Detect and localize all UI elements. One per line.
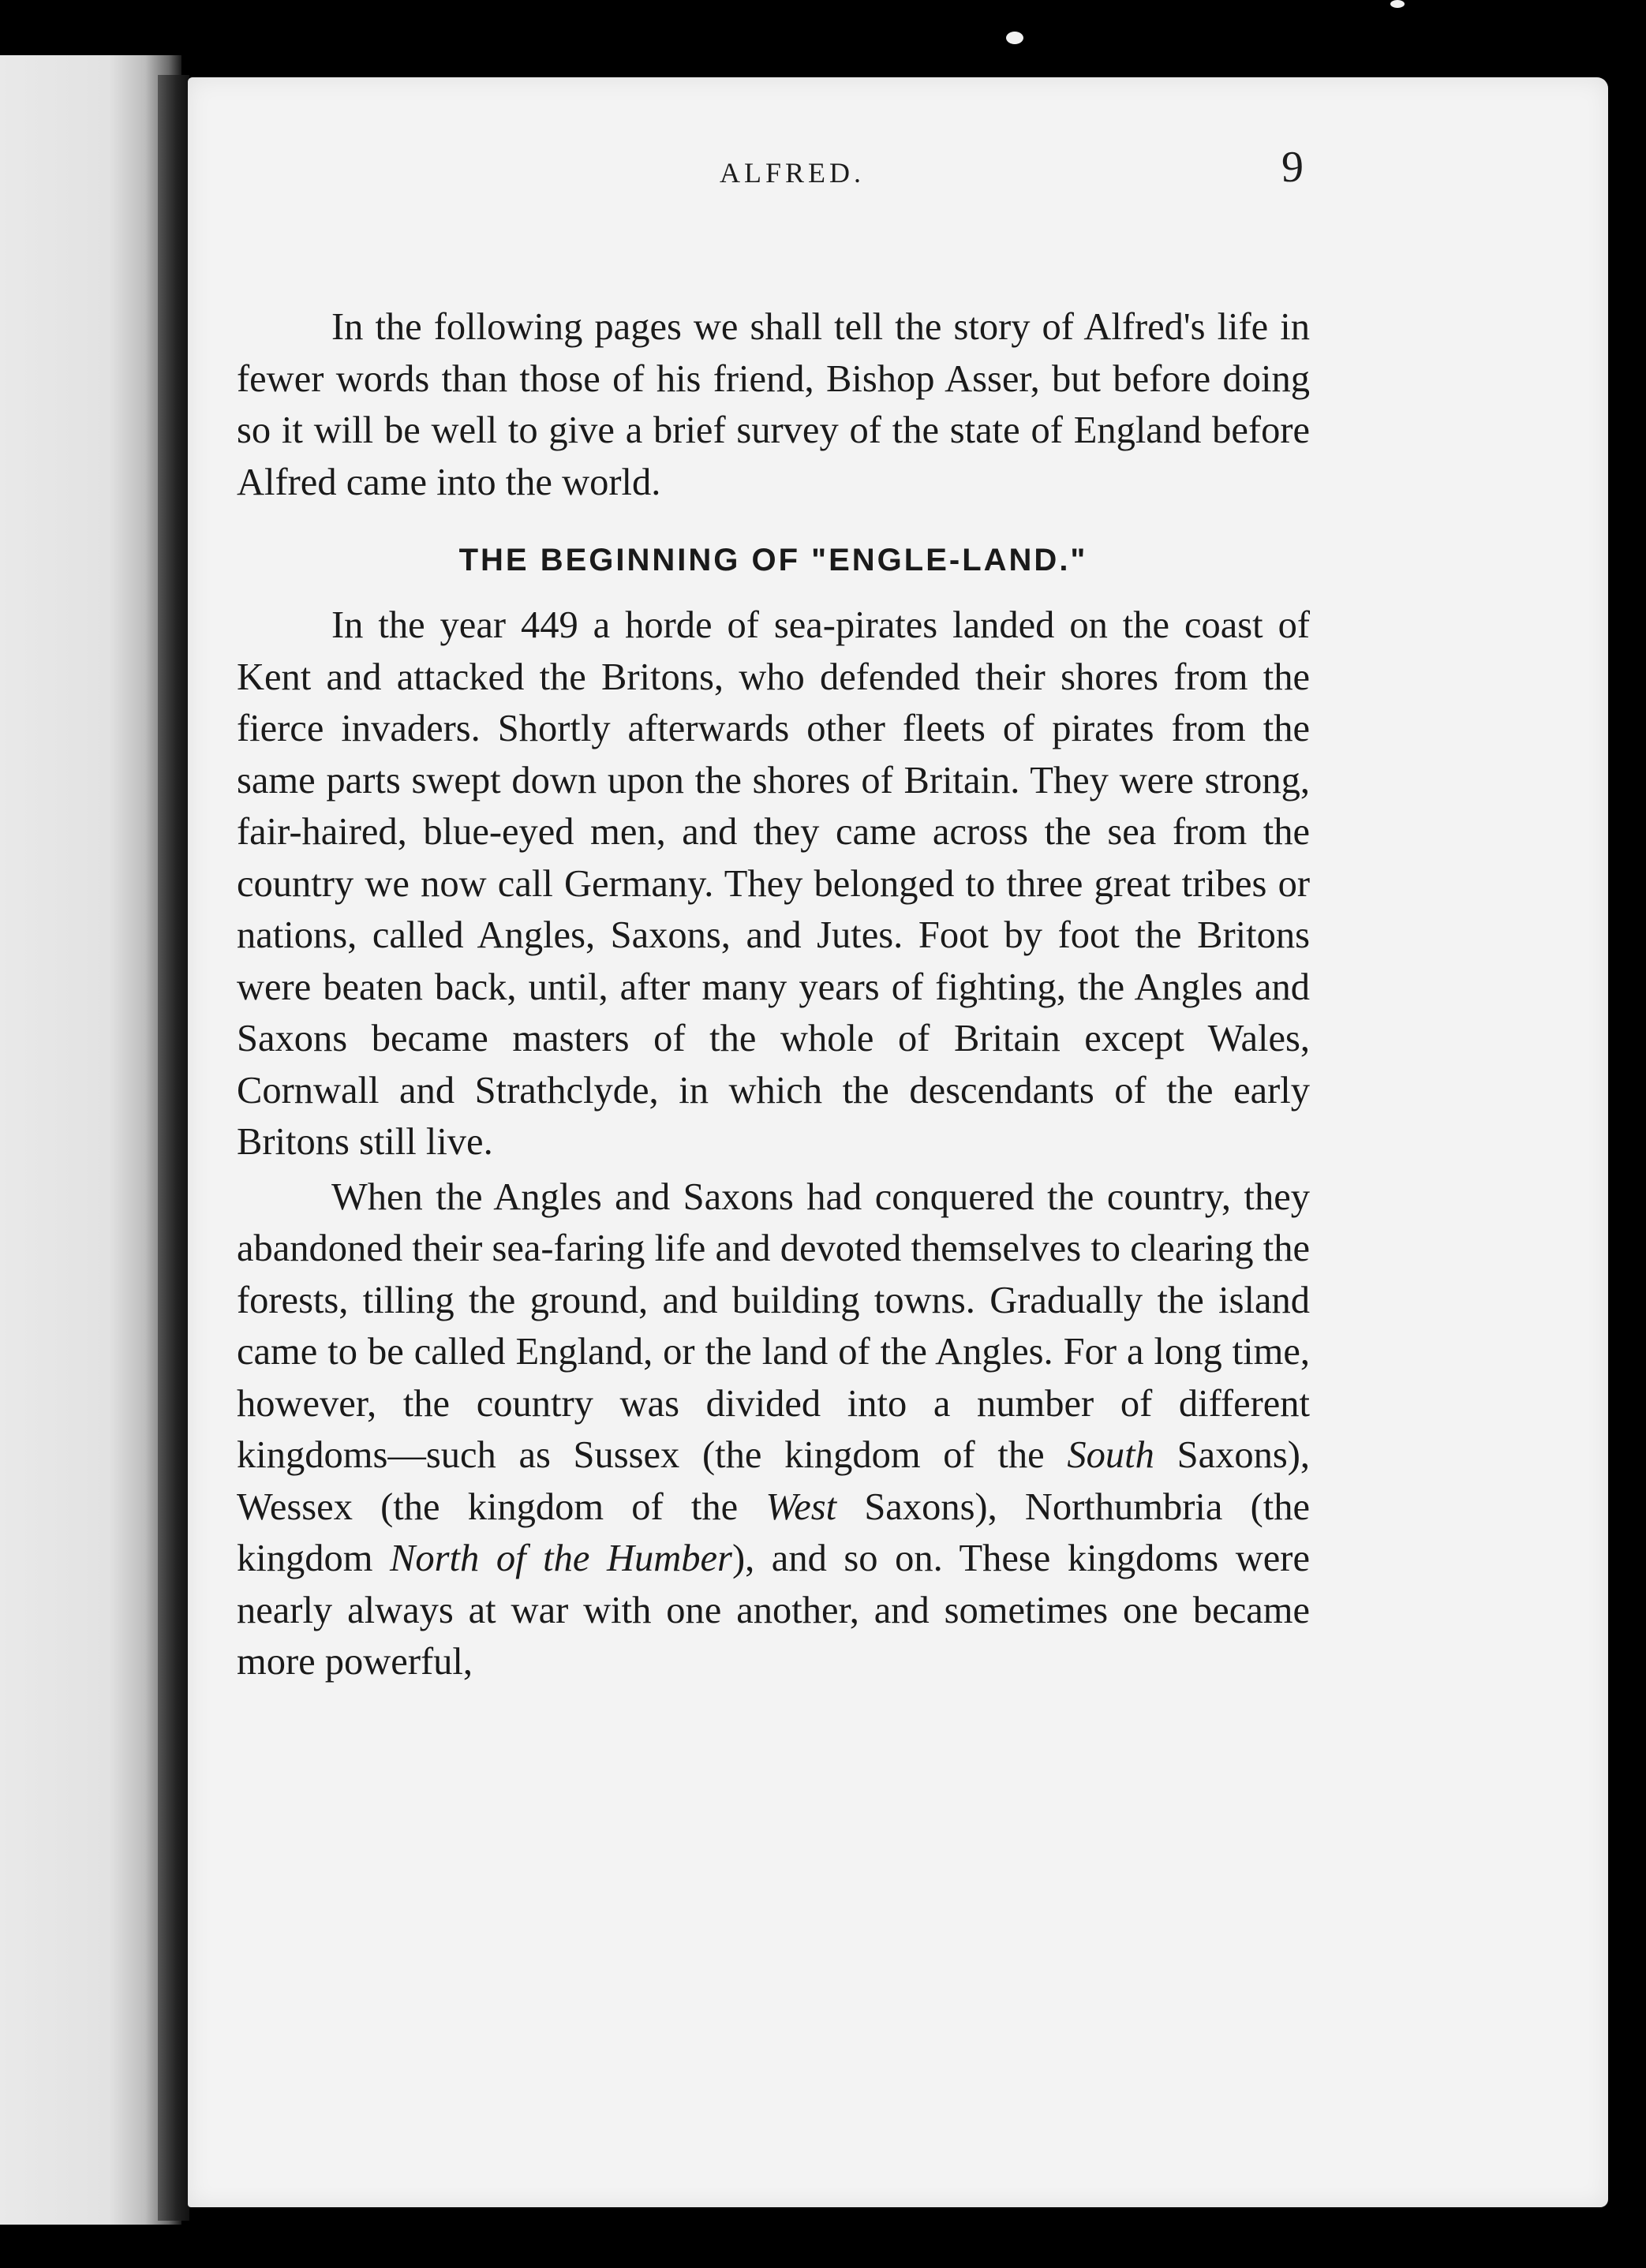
running-head-title: ALFRED. xyxy=(720,157,866,189)
paragraph-text: When the Angles and Saxons had conquered the country, they abandoned their sea-faring life and devoted themselves to clearing the forests, tilling the ground, and building towns. Gradually the island came to be called England, or the land of the Angles. For a long time, however, the country was divided into a number of different kingdoms—such as Sussex (the kingdom of the xyxy=(237,1175,1310,1476)
paragraph-text: Saxons), Wessex (the kingdom of the xyxy=(237,1434,1310,1528)
dust-speck xyxy=(1390,0,1405,8)
paragraph-text: Saxons), Northumbria (the kingdom xyxy=(237,1485,1310,1579)
paragraph-sea-pirates: In the year 449 a horde of sea-pirates landed on the coast of Kent and attacked the Britons, who defended their shores from the fierce invaders. Shortly afterwards other fleets of pirates from the same parts swept down upon the shores of Britain. They were strong, fair-haired, blue-eyed men, and they came across the sea from the country we now call Germany. They belonged to three great tribes or nations, called Angles, Saxons, and Jutes. Foot by foot the Britons were beaten back, until, after many years of fighting, the Angles and Saxons became masters of the whole of Britain except Wales, Cornwall and Strathclyde, in which the descendants of the early Britons still live. xyxy=(237,604,1310,1163)
book-gutter xyxy=(158,75,189,2221)
section-heading: THE BEGINNING OF "ENGLE-LAND." xyxy=(458,543,1088,577)
page-number: 9 xyxy=(1281,143,1304,192)
italic-south: South xyxy=(1067,1434,1154,1476)
running-head xyxy=(530,142,1304,213)
paragraph-text: ), and so on. These kingdoms were nearly always at war with one another, and sometimes one became more powerful, xyxy=(237,1538,1310,1683)
dust-speck xyxy=(1006,32,1023,44)
italic-west: West xyxy=(765,1485,837,1528)
paragraph-intro: In the following pages we shall tell the story of Alfred's life in fewer words than those of his friend, Bishop Asser, but before doing so it will be well to give a brief survey of the state of England before Alfred came into the world. xyxy=(237,306,1310,503)
body-text xyxy=(237,301,1310,1688)
paragraph-kingdoms xyxy=(237,1171,1310,1688)
italic-north-of-the-humber: North of the Humber xyxy=(390,1538,732,1579)
facing-page-edge xyxy=(0,55,181,2225)
